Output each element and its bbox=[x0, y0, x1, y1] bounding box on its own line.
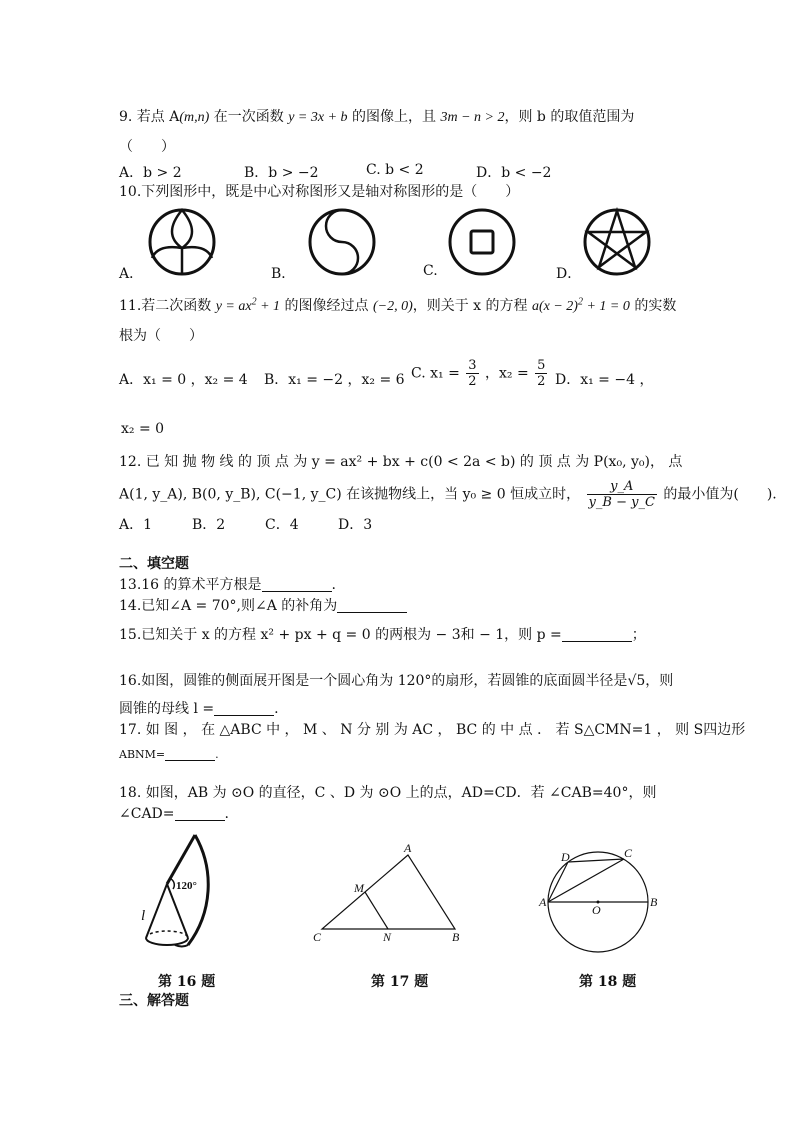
q16-text-2: ，则 bbox=[645, 673, 674, 689]
q11-stem bbox=[119, 297, 676, 316]
q17-line2 bbox=[119, 746, 219, 764]
q9-stem bbox=[119, 108, 634, 127]
q11-option-d-cont: x₂ = 0 bbox=[121, 421, 165, 437]
pentagram-in-circle-icon bbox=[581, 206, 653, 278]
q11-text-4: 的实数 bbox=[629, 298, 677, 314]
q10-label-b: B． bbox=[271, 266, 296, 282]
q18-line1: 18. 如图，AB 为 ⊙O 的直径，C 、D 为 ⊙O 上的点，AD=CD．若 ∠CAB=40°，则 bbox=[119, 785, 657, 801]
q12-line2 bbox=[119, 479, 777, 510]
q15-answer-blank[interactable] bbox=[562, 627, 632, 642]
q10-stem: 10.下列图形中，既是中心对称图形又是轴对称图形的是（ ） bbox=[119, 184, 520, 200]
q17-answer-blank[interactable] bbox=[165, 750, 215, 761]
q11-equation-tail: + 1 = 0 bbox=[582, 299, 630, 314]
q17-end: . bbox=[215, 748, 219, 761]
q16-text-3: 圆锥的母线 l = bbox=[119, 701, 215, 717]
figure-17-triangle bbox=[310, 840, 470, 945]
fig16-angle-label: 120° bbox=[176, 880, 197, 892]
q11-option-c bbox=[411, 358, 549, 389]
fig18-label-b: B bbox=[650, 895, 658, 909]
q9-option-d: D．b < −2 bbox=[476, 165, 552, 181]
q11-function-tail: + 1 bbox=[256, 299, 281, 314]
q17-line1: 17. 如 图 ， 在 △ABC 中 ， M 、 N 分 别 为 AC ， BC 的 中 点 ． 若 S△CMN=1 ， 则 S四边形 bbox=[119, 722, 746, 738]
fig18-label-o: O bbox=[592, 903, 601, 917]
figure-18-caption: 第 18 题 bbox=[579, 974, 637, 990]
q11-option-d: D．x₁ = −4 ， bbox=[555, 372, 654, 388]
q11-option-c-mid: ，x₂ = bbox=[485, 365, 529, 382]
fraction-numerator: y_A bbox=[587, 479, 657, 495]
fraction-denominator: 2 bbox=[537, 374, 546, 389]
q16-text-1: 16.如图，圆锥的侧面展开图是一个圆心角为 120°的扇形，若圆锥的底面圆半径是 bbox=[119, 673, 628, 689]
q10-label-d: D． bbox=[556, 266, 582, 282]
q18-text: ∠CAD= bbox=[119, 806, 175, 822]
q15-text: 15.已知关于 x 的方程 x² + px + q = 0 的两根为 − 3和 − 1，则 p = bbox=[119, 627, 562, 643]
fig18-label-c: C bbox=[624, 846, 633, 860]
fig17-label-c: C bbox=[313, 930, 322, 944]
q17-text: ABNM= bbox=[119, 748, 166, 761]
q13-text: 13.16 的算术平方根是 bbox=[119, 577, 262, 593]
q12-option-c: C．4 bbox=[265, 517, 299, 533]
fig17-label-b: B bbox=[452, 930, 460, 944]
q15 bbox=[119, 626, 646, 644]
q13-answer-blank[interactable] bbox=[262, 577, 332, 592]
fraction-numerator: 3 bbox=[468, 358, 477, 373]
fig17-label-m: M bbox=[354, 881, 364, 895]
q11-text-2: 的图像经过点 bbox=[280, 298, 373, 314]
q11-point: (−2, 0) bbox=[372, 299, 413, 314]
q11-equation: a(x − 2) bbox=[531, 299, 578, 314]
fraction-denominator: 2 bbox=[468, 374, 477, 389]
q14 bbox=[119, 597, 407, 615]
q11-option-a: A．x₁ = 0 ，x₂ = 4 bbox=[119, 372, 248, 388]
figure-17-caption: 第 17 题 bbox=[371, 974, 429, 990]
q12-option-d: D．3 bbox=[338, 517, 373, 533]
q9-text-3: 的图像上，且 bbox=[347, 109, 441, 125]
q9-function: y = 3x + b bbox=[288, 110, 348, 125]
q11-equation-exp: 2 bbox=[577, 296, 583, 308]
fig17-label-a: A bbox=[404, 841, 412, 855]
q16-answer-blank[interactable] bbox=[214, 701, 274, 716]
q12-line1: 12. 已 知 抛 物 线 的 顶 点 为 y = ax² + bx + c(0 < 2a < b) 的 顶 点 为 P(x₀, y₀)， 点 bbox=[119, 454, 683, 470]
q9-option-a: A．b > 2 bbox=[119, 165, 182, 181]
fig18-label-d: D bbox=[561, 850, 570, 864]
q11-option-b: B．x₁ = −2 ，x₂ = 6 bbox=[264, 372, 405, 388]
q9-paren: （ ） bbox=[119, 139, 175, 155]
q18-answer-blank[interactable] bbox=[175, 806, 225, 821]
section-3-heading: 三、解答题 bbox=[119, 993, 189, 1009]
three-leaf-circle-icon bbox=[146, 206, 218, 278]
q9-condition: 3m − n > 2 bbox=[440, 110, 505, 125]
fraction-numerator: 5 bbox=[537, 358, 546, 373]
yin-yang-icon bbox=[306, 206, 378, 278]
q18-line2 bbox=[119, 805, 229, 823]
q16-end: . bbox=[274, 701, 279, 717]
q16-line1 bbox=[119, 672, 673, 690]
q12-fraction bbox=[587, 479, 657, 510]
q11-option-c-fraction-2 bbox=[535, 358, 547, 389]
q11-option-c-text: C. x₁ = bbox=[411, 365, 460, 382]
q12-option-b: B．2 bbox=[192, 517, 226, 533]
q12-text-1: A(1, y_A), B(0, y_B), C(−1, y_C) 在该抛物线上，当 y₀ ≥ 0 恒成立时， bbox=[119, 486, 581, 503]
q14-answer-blank[interactable] bbox=[337, 598, 407, 613]
q11-function-exp: 2 bbox=[251, 296, 257, 308]
fig16-slant-label: l bbox=[141, 908, 146, 924]
figure-16-cone bbox=[130, 828, 250, 963]
q13 bbox=[119, 576, 336, 594]
q9-text-2: 在一次函数 bbox=[209, 109, 289, 125]
q10-label-c: C. bbox=[423, 263, 438, 279]
figure-16-caption: 第 16 题 bbox=[158, 974, 216, 990]
q12-option-a: A．1 bbox=[119, 517, 153, 533]
q12-text-2: 的最小值为( ). bbox=[663, 486, 777, 503]
square-in-circle-icon bbox=[446, 206, 518, 278]
q11-function: y = ax bbox=[215, 299, 252, 314]
q11-text-1: 11.若二次函数 bbox=[119, 298, 216, 314]
q9-option-b: B．b > −2 bbox=[244, 165, 319, 181]
q15-end: ； bbox=[631, 627, 646, 643]
q9-point: (m,n) bbox=[179, 110, 210, 125]
q16-sqrt: √5 bbox=[627, 673, 646, 689]
q9-option-c: C. b < 2 bbox=[366, 162, 424, 178]
fraction-denominator: y_B − y_C bbox=[588, 495, 655, 510]
fig18-label-a: A bbox=[539, 895, 547, 909]
q16-line2 bbox=[119, 700, 279, 718]
q18-end: . bbox=[224, 806, 229, 822]
q14-text: 14.已知∠A = 70°,则∠A 的补角为 bbox=[119, 598, 338, 614]
fig17-label-n: N bbox=[383, 930, 392, 944]
q9-text-4: ，则 b 的取值范围为 bbox=[504, 109, 635, 125]
section-2-heading: 二、填空题 bbox=[119, 556, 189, 572]
figure-18-circle bbox=[536, 842, 666, 957]
q11-line2: 根为（ ） bbox=[119, 328, 203, 344]
q11-text-3: ，则关于 x 的方程 bbox=[412, 298, 532, 314]
q13-end: . bbox=[331, 577, 336, 593]
q10-label-a: A． bbox=[119, 266, 144, 282]
q11-option-c-fraction-1 bbox=[466, 358, 478, 389]
q9-text-1: 9. 若点 A bbox=[119, 109, 180, 125]
